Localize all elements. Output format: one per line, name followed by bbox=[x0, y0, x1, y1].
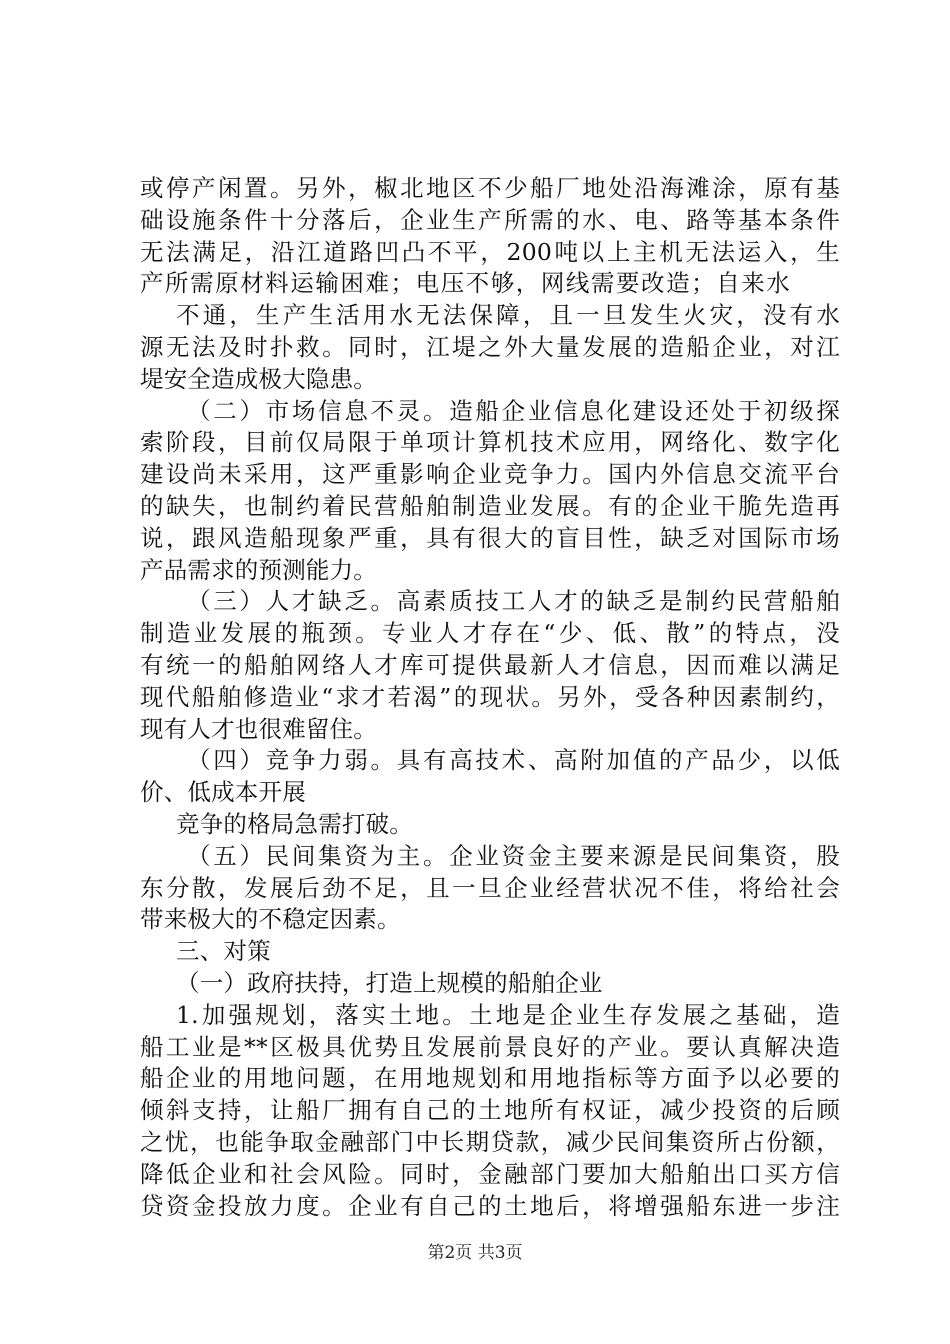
text-line: （四）竞争力弱。具有高技术、高附加值的产品少，以低 bbox=[187, 746, 840, 775]
text-line: （三）人才缺乏。高素质技工人才的缺乏是制约民营船舶 bbox=[187, 587, 840, 616]
text-line: 有统一的船舶网络人才库可提供最新人才信息，因而难以满足 bbox=[140, 650, 840, 679]
subsection-heading: （一）政府扶持，打造上规模的船舶企业 bbox=[176, 968, 603, 997]
section-heading: 三、对策 bbox=[176, 937, 271, 966]
text-line: 倾斜支持，让船厂拥有自己的土地所有权证，减少投资的后顾 bbox=[140, 1096, 840, 1125]
text-line: 的缺失，也制约着民营船舶制造业发展。有的企业干脆先造再 bbox=[140, 491, 840, 520]
text-line: 索阶段，目前仅局限于单项计算机技术应用，网络化、数字化 bbox=[140, 428, 840, 457]
text-line: 贷资金投放力度。企业有自己的土地后，将增强船东进一步注 bbox=[140, 1191, 840, 1220]
text-line: 现有人才也很难留住。 bbox=[140, 714, 377, 743]
text-line: 带来极大的不稳定因素。 bbox=[140, 905, 401, 934]
text-line: 船工业是**区极具优势且发展前景良好的产业。要认真解决造 bbox=[140, 1032, 840, 1061]
text-line: 1.加强规划，落实土地。土地是企业生存发展之基础，造 bbox=[176, 1000, 840, 1029]
text-line: 堤安全造成极大隐患。 bbox=[140, 364, 377, 393]
text-line: 础设施条件十分落后，企业生产所需的水、电、路等基本条件 bbox=[140, 205, 840, 234]
text-line: （二）市场信息不灵。造船企业信息化建设还处于初级探 bbox=[187, 396, 840, 425]
page-number-footer: 第2页 共3页 bbox=[427, 1243, 523, 1263]
text-line: 或停产闲置。另外，椒北地区不少船厂地处沿海滩涂，原有基 bbox=[140, 174, 840, 202]
text-line: 降低企业和社会风险。同时，金融部门要加大船舶出口买方信 bbox=[140, 1159, 840, 1188]
text-line: 之忧，也能争取金融部门中长期贷款，减少民间集资所占份额， bbox=[140, 1127, 840, 1156]
text-line: 源无法及时扑救。同时，江堤之外大量发展的造船企业，对江 bbox=[140, 332, 840, 361]
text-line: 建设尚未采用，这严重影响企业竞争力。国内外信息交流平台 bbox=[140, 460, 840, 489]
text-line: 产所需原材料运输困难；电压不够，网线需要改造；自来水 bbox=[140, 269, 790, 298]
text-line: 无法满足，沿江道路凹凸不平，200吨以上主机无法运入，生 bbox=[140, 237, 840, 266]
text-line: 制造业发展的瓶颈。专业人才存在“少、低、散”的特点，没 bbox=[140, 619, 840, 648]
text-line: （五）民间集资为主。企业资金主要来源是民间集资，股 bbox=[187, 841, 840, 870]
text-line: 竞争的格局急需打破。 bbox=[176, 809, 413, 838]
text-line: 现代船舶修造业“求才若渴”的现状。另外，受各种因素制约， bbox=[140, 682, 840, 711]
text-line: 产品需求的预测能力。 bbox=[140, 555, 377, 584]
text-line: 价、低成本开展 bbox=[140, 778, 306, 807]
text-line: 船企业的用地问题，在用地规划和用地指标等方面予以必要的 bbox=[140, 1064, 840, 1093]
text-line: 东分散，发展后劲不足，且一旦企业经营状况不佳，将给社会 bbox=[140, 873, 840, 902]
body-text bbox=[140, 173, 840, 1222]
text-line: 说，跟风造船现象严重，具有很大的盲目性，缺乏对国际市场 bbox=[140, 523, 840, 552]
text-line: 不通，生产生活用水无法保障，且一旦发生火灾，没有水 bbox=[176, 301, 840, 330]
